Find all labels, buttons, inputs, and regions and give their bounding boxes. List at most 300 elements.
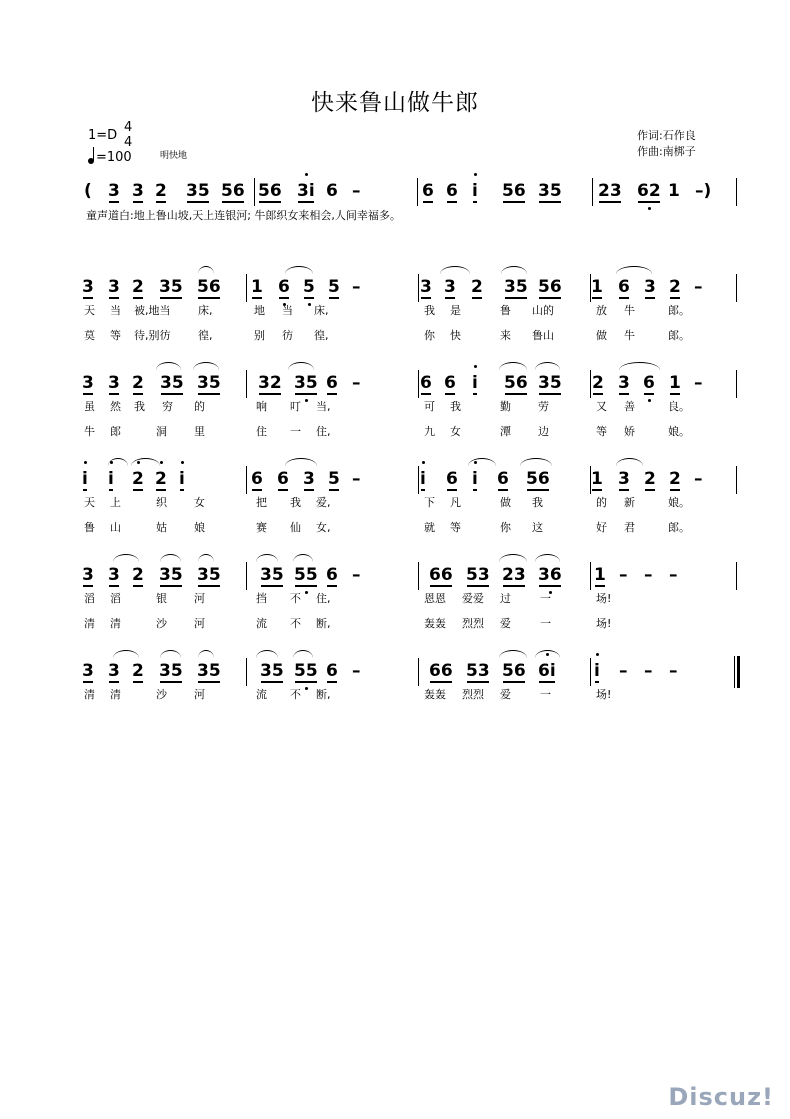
lyric-syllable: 劳 [538, 400, 549, 413]
lyric-syllable: 上 [110, 496, 121, 509]
note-token: 35 [260, 565, 284, 585]
lyric-syllable: 赛 [256, 521, 267, 534]
lyric-syllable: 床, [314, 304, 329, 317]
note-token: 35 [197, 661, 221, 681]
note-token: 2 [132, 661, 144, 681]
lyric-syllable: 当, [316, 400, 331, 413]
slur-tie [131, 458, 160, 466]
lyric-syllable: 彷 [282, 329, 293, 342]
lyric-syllable: 娘。 [668, 496, 690, 509]
slur-tie [198, 266, 214, 274]
lyric-syllable: 清 [110, 688, 121, 701]
lyric-syllable: 沙 [156, 617, 167, 630]
lyric-syllable: 山的 [532, 304, 554, 317]
slur-tie [535, 650, 560, 658]
note-token: 6 [326, 565, 338, 585]
note-token: 6 [444, 373, 456, 393]
note-token: 66 [429, 565, 453, 585]
lyric-syllable: 场! [596, 688, 612, 701]
lyric-syllable: 牛 [624, 329, 635, 342]
octave-high-dot [181, 461, 184, 464]
bar-line [590, 658, 591, 686]
note-token: – [352, 661, 361, 681]
lyric-syllable: 清 [84, 688, 95, 701]
lyric-syllable: 莫 [84, 329, 95, 342]
note-token: 23 [598, 181, 622, 201]
note-token: 5 [328, 277, 340, 297]
lyric-syllable: 地 [254, 304, 265, 317]
lyric-syllable: 徨, [198, 329, 213, 342]
note-token: 2 [592, 373, 604, 393]
note-token: 3 [132, 181, 144, 201]
note-token: 3 [82, 661, 94, 681]
lyric-syllable: 把 [256, 496, 267, 509]
note-token: 2 [132, 565, 144, 585]
lyric-syllable: 一 [540, 592, 551, 605]
slur-tie [499, 554, 527, 562]
note-token: 32 [258, 373, 282, 393]
time-bottom: 4 [124, 135, 133, 150]
lyric-syllable: 姑 [156, 521, 167, 534]
note-token: 6 [326, 373, 338, 393]
slur-tie [285, 458, 317, 466]
note-token: 6 [618, 277, 630, 297]
slur-tie [616, 458, 643, 466]
note-token: 3i [297, 180, 315, 202]
lyric-syllable: 等 [450, 521, 461, 534]
bar-line [417, 178, 418, 206]
slur-tie [256, 554, 278, 562]
note-token: 2 [132, 277, 144, 297]
note-token: 3 [618, 373, 630, 393]
bar-line [418, 370, 419, 398]
credits [637, 128, 696, 160]
note-token: 1 [591, 277, 603, 297]
note-token: 53 [466, 565, 490, 585]
note-token: 3 [108, 661, 120, 681]
lyric-syllable: 待,别彷 [134, 329, 171, 342]
lyric-syllable: 响 [256, 400, 267, 413]
octave-low-dot [305, 687, 308, 690]
note-token: 2 [132, 373, 144, 393]
octave-low-dot [305, 591, 308, 594]
note-token: 1 [668, 181, 680, 201]
lyric-syllable: 住 [256, 425, 267, 438]
note-token: 35 [294, 372, 318, 394]
lyric-syllable: 当 [110, 304, 121, 317]
bar-line [418, 466, 419, 494]
note-token: 35 [197, 373, 221, 393]
lyric-syllable: 又 [596, 400, 607, 413]
slur-tie [113, 650, 139, 658]
lyric-syllable: 我 [424, 304, 435, 317]
lyric-syllable: 不 [290, 688, 301, 701]
note-token: – [619, 565, 628, 585]
note-token: – [669, 661, 678, 681]
slur-tie [616, 266, 652, 274]
lyric-syllable: 别 [254, 329, 265, 342]
slur-tie [198, 554, 214, 562]
note-token: 6 [251, 469, 263, 489]
lyric-syllable: 潭 [500, 425, 511, 438]
note-token: – [694, 469, 703, 489]
lyric-syllable: 叮 [290, 400, 301, 413]
note-token: 56 [221, 181, 245, 201]
note-token: 56 [502, 661, 526, 681]
note-token: 2 [471, 277, 483, 297]
slur-tie [520, 458, 552, 466]
note-token: – [352, 565, 361, 585]
note-token: 2 [155, 181, 167, 201]
lyric-syllable: 牛 [624, 304, 635, 317]
note-token: 35 [538, 181, 562, 201]
lyric-syllable: 我 [532, 496, 543, 509]
note-token: 55 [294, 660, 318, 682]
note-token: 35 [159, 277, 183, 297]
lyric-syllable: 你 [500, 521, 511, 534]
note-token: 35 [186, 181, 210, 201]
lyric-syllable: 等 [596, 425, 607, 438]
note-token: 56 [538, 277, 562, 297]
note-token: ( [84, 181, 92, 201]
note-token: 6 [326, 181, 338, 201]
song-title: 快来鲁山做牛郎 [311, 90, 479, 116]
note-token: 3 [618, 469, 630, 489]
note-token: 1 [251, 277, 263, 297]
slur-tie [619, 362, 660, 370]
slur-tie [293, 650, 313, 658]
lyric-syllable: 流 [256, 688, 267, 701]
lyric-syllable: 洞 [156, 425, 167, 438]
note-token: 1 [669, 373, 681, 393]
note-token: 35 [538, 373, 562, 393]
lyric-syllable: 滔 [84, 592, 95, 605]
note-token: 53 [466, 661, 490, 681]
lyric-syllable: 这 [532, 521, 543, 534]
tempo-marking [88, 150, 132, 165]
lyric-syllable: 等 [110, 329, 121, 342]
octave-high-dot [474, 365, 477, 368]
note-token: 56 [502, 181, 526, 201]
note-token: 5 [303, 276, 315, 298]
note-token: 3 [82, 373, 94, 393]
slur-tie [198, 650, 214, 658]
octave-high-dot [160, 461, 163, 464]
lyric-syllable: 娇 [624, 425, 635, 438]
note-token: – [619, 661, 628, 681]
lyric-syllable: 边 [538, 425, 549, 438]
lyric-syllable: 床, [198, 304, 213, 317]
spoken-dialog: 童声道白:地上鲁山坡,天上连银河; 牛郎织女来相会,人间幸福多。 [86, 209, 401, 222]
lyric-syllable: 银 [156, 592, 167, 605]
bar-line [246, 370, 247, 398]
lyric-syllable: 良。 [668, 400, 690, 413]
slur-tie [160, 554, 181, 562]
slur-tie [499, 650, 527, 658]
lyric-syllable: 凡 [450, 496, 461, 509]
lyric-syllable: 清 [110, 617, 121, 630]
note-token: 35 [160, 373, 184, 393]
note-token: 35 [159, 565, 183, 585]
lyric-syllable: 滔 [110, 592, 121, 605]
quarter-note-icon [88, 158, 94, 164]
watermark: Discuz! [668, 1083, 774, 1111]
lyric-syllable: 善 [624, 400, 635, 413]
note-token: 2 [132, 468, 144, 490]
note-token: 35 [159, 661, 183, 681]
slur-tie [160, 650, 181, 658]
lyric-syllable: 鲁 [500, 304, 511, 317]
lyric-syllable: 郎。 [668, 329, 690, 342]
lyric-syllable: 我 [450, 400, 461, 413]
lyric-syllable: 虽 [84, 400, 95, 413]
bar-line [592, 178, 593, 206]
note-token: 23 [502, 565, 526, 585]
lyric-syllable: 郎。 [668, 304, 690, 317]
slur-tie [256, 650, 278, 658]
lyric-syllable: 恩恩 [424, 592, 446, 605]
lyric-syllable: 好 [596, 521, 607, 534]
lyric-syllable: 爱 [500, 688, 511, 701]
note-token: – [694, 373, 703, 393]
slur-tie [535, 554, 560, 562]
note-token: – [694, 277, 703, 297]
lyric-syllable: 被,地当 [134, 304, 171, 317]
bar-line [590, 466, 591, 494]
bar-line [736, 274, 737, 302]
note-token: i [420, 468, 426, 490]
lyric-syllable: 一 [540, 688, 551, 701]
slur-tie [293, 554, 313, 562]
lyric-syllable: 轰轰 [424, 617, 446, 630]
octave-low-dot [648, 399, 651, 402]
octave-low-dot [305, 399, 308, 402]
note-token: 2 [155, 468, 167, 490]
note-token: 35 [504, 277, 528, 297]
slur-tie [285, 266, 313, 274]
lyric-syllable: 轰轰 [424, 688, 446, 701]
lyric-syllable: 女 [450, 425, 461, 438]
lyric-syllable: 女, [316, 521, 331, 534]
lyric-syllable: 娘。 [668, 425, 690, 438]
bar-line [246, 562, 247, 590]
octave-low-dot [648, 207, 651, 210]
bar-line [246, 274, 247, 302]
bar-line [254, 178, 255, 206]
lyric-syllable: 河 [194, 592, 205, 605]
note-token: 62 [637, 180, 661, 202]
lyric-syllable: 爱 [500, 617, 511, 630]
time-signature [124, 120, 132, 150]
bar-line [418, 658, 419, 686]
final-bar-thick [737, 656, 740, 688]
note-token: 6i [538, 660, 556, 682]
tempo-value: =100 [96, 150, 132, 165]
note-token: – [644, 565, 653, 585]
slur-tie [440, 266, 470, 274]
lyric-syllable: 场! [596, 617, 612, 630]
bar-line [736, 466, 737, 494]
octave-high-dot [84, 461, 87, 464]
note-token: 6 [497, 469, 509, 489]
note-token: 56 [526, 469, 550, 489]
lyric-syllable: 河 [194, 688, 205, 701]
octave-high-dot [305, 173, 308, 176]
note-token: 35 [260, 661, 284, 681]
lyric-syllable: 断, [316, 688, 331, 701]
lyric-syllable: 挡 [256, 592, 267, 605]
lyric-syllable: 鲁山 [532, 329, 554, 342]
note-token: i [594, 660, 600, 682]
lyric-syllable: 新 [624, 496, 635, 509]
lyric-syllable: 里 [194, 425, 205, 438]
lyric-syllable: 织 [156, 496, 167, 509]
note-token: 3 [108, 277, 120, 297]
note-token: i [82, 468, 88, 490]
lyric-syllable: 烈烈 [462, 617, 484, 630]
lyric-syllable: 九 [424, 425, 435, 438]
lyric-syllable: 然 [110, 400, 121, 413]
note-token: 5 [328, 469, 340, 489]
slur-tie [156, 362, 181, 370]
slur-tie [499, 362, 527, 370]
note-token: 2 [669, 277, 681, 297]
lyric-syllable: 我 [134, 400, 145, 413]
note-token: 2 [644, 469, 656, 489]
bar-line [736, 562, 737, 590]
note-token: 6 [420, 373, 432, 393]
lyric-syllable: 我 [290, 496, 301, 509]
lyric-syllable: 君 [624, 521, 635, 534]
slur-tie [535, 362, 560, 370]
bar-line [736, 178, 737, 206]
lyric-syllable: 女 [194, 496, 205, 509]
octave-low-dot [308, 303, 311, 306]
slur-tie [468, 458, 496, 466]
lyric-syllable: 的 [194, 400, 205, 413]
note-token: 6 [277, 469, 289, 489]
note-token: 1 [594, 565, 606, 585]
note-token: 6 [326, 661, 338, 681]
lyric-syllable: 郎。 [668, 521, 690, 534]
note-token: – [644, 661, 653, 681]
slur-tie [108, 458, 128, 466]
note-token: i [179, 468, 185, 490]
note-token: i [472, 180, 478, 202]
lyric-syllable: 就 [424, 521, 435, 534]
note-token: i [108, 468, 114, 490]
lyric-syllable: 不 [290, 592, 301, 605]
note-token: 66 [429, 661, 453, 681]
octave-high-dot [596, 653, 599, 656]
bar-line [246, 466, 247, 494]
note-token: 6 [643, 372, 655, 394]
lyric-syllable: 快 [450, 329, 461, 342]
bar-line [418, 562, 419, 590]
lyric-syllable: 是 [450, 304, 461, 317]
lyric-syllable: 河 [194, 617, 205, 630]
note-token: – [352, 469, 361, 489]
note-token: 56 [504, 373, 528, 393]
note-token: – [352, 181, 361, 201]
final-bar-thin [734, 656, 735, 688]
bar-line [590, 274, 591, 302]
note-token: 56 [258, 181, 282, 201]
note-token: 3 [108, 565, 120, 585]
note-token: 6 [422, 181, 434, 201]
lyric-syllable: 放 [596, 304, 607, 317]
lyric-syllable: 场! [596, 592, 612, 605]
slur-tie [501, 266, 527, 274]
lyric-syllable: 流 [256, 617, 267, 630]
composer: 作曲:南梆子 [637, 145, 696, 158]
lyric-syllable: 鲁 [84, 521, 95, 534]
note-token: 6 [446, 469, 458, 489]
lyric-syllable: 清 [84, 617, 95, 630]
note-token: – [352, 277, 361, 297]
octave-high-dot [422, 461, 425, 464]
lyric-syllable: 郎 [110, 425, 121, 438]
lyric-syllable: 一 [290, 425, 301, 438]
lyric-syllable: 勤 [500, 400, 511, 413]
note-token: 56 [197, 277, 221, 297]
lyric-syllable: 烈烈 [462, 688, 484, 701]
bar-line [736, 370, 737, 398]
lyric-syllable: 做 [596, 329, 607, 342]
note-token: 3 [82, 565, 94, 585]
note-token: – [669, 565, 678, 585]
note-token: 36 [538, 564, 562, 586]
lyric-syllable: 当 [282, 304, 293, 317]
lyric-syllable: 一 [540, 617, 551, 630]
lyric-syllable: 爱, [316, 496, 331, 509]
note-token: 6 [446, 181, 458, 201]
bar-line [590, 370, 591, 398]
lyric-syllable: 不 [290, 617, 301, 630]
time-top: 4 [124, 120, 133, 135]
lyric-syllable: 过 [500, 592, 511, 605]
lyric-syllable: 山 [110, 521, 121, 534]
lyric-syllable: 住, [316, 425, 331, 438]
lyric-syllable: 天 [84, 496, 95, 509]
note-token: 3 [108, 373, 120, 393]
lyric-syllable: 牛 [84, 425, 95, 438]
note-token: 3 [420, 277, 432, 297]
expression-mark: 明快地 [160, 151, 188, 161]
lyric-syllable: 爱爱 [462, 592, 484, 605]
key-signature: 1=D [88, 128, 118, 143]
note-token: – [352, 373, 361, 393]
note-token: –) [695, 181, 712, 201]
bar-line [246, 658, 247, 686]
note-token: i [472, 372, 478, 394]
note-token: 3 [444, 277, 456, 297]
note-token: 3 [644, 277, 656, 297]
lyric-syllable: 断, [316, 617, 331, 630]
note-token: 35 [197, 565, 221, 585]
slur-tie [288, 362, 314, 370]
note-token: 6 [278, 276, 290, 298]
lyric-syllable: 做 [500, 496, 511, 509]
lyric-syllable: 你 [424, 329, 435, 342]
octave-high-dot [474, 173, 477, 176]
lyric-syllable: 娘 [194, 521, 205, 534]
lyricist: 作词:石作良 [637, 129, 696, 142]
note-token: 3 [303, 469, 315, 489]
bar-line [418, 274, 419, 302]
slur-tie [193, 362, 219, 370]
note-token: 2 [669, 469, 681, 489]
